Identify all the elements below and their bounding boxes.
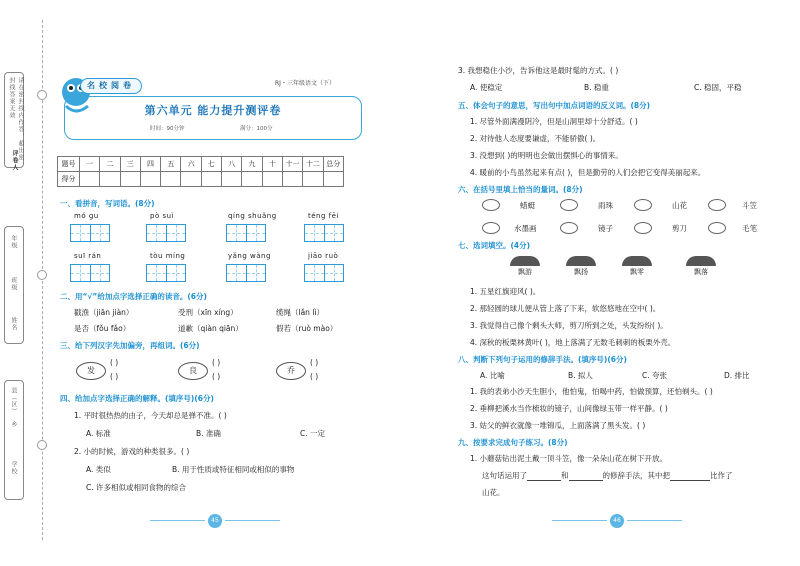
section-6-title: 六、在括号里填上恰当的量词。(8分) bbox=[458, 185, 583, 194]
table-cell: 得分 bbox=[58, 172, 80, 187]
word-choice: 飘游 bbox=[518, 268, 532, 276]
answer-paren[interactable]: ( ) bbox=[110, 358, 119, 367]
writing-grid[interactable] bbox=[304, 224, 344, 242]
score-cell[interactable] bbox=[120, 172, 140, 187]
reading-item[interactable]: 是否（fǒu fǎo） bbox=[74, 324, 131, 333]
time-info: 时间：90分钟 bbox=[150, 126, 185, 132]
word-umbrella bbox=[566, 256, 596, 278]
binding-strip bbox=[0, 0, 56, 566]
question: 3. 没想到( )的明明也会做出摆惧心的事情来。 bbox=[470, 151, 623, 160]
table-cell: 六 bbox=[181, 157, 201, 172]
footer-decoration bbox=[627, 520, 682, 522]
char-cloud: 乔 bbox=[276, 362, 306, 380]
word-umbrella bbox=[686, 256, 716, 278]
option[interactable]: C. 一定 bbox=[300, 429, 326, 438]
table-cell: 题号 bbox=[58, 157, 80, 172]
county-label: 县（区） bbox=[10, 387, 17, 415]
footer-decoration bbox=[552, 520, 607, 522]
measure-noun: 斗笠 bbox=[742, 201, 757, 210]
brand-badge: 名校阅卷 bbox=[80, 78, 142, 94]
section-3-title: 三、给下列汉字先加偏旁，再组词。(6分) bbox=[60, 341, 200, 350]
option[interactable]: A. 比喻 bbox=[480, 371, 505, 380]
sentence-part: 山花。 bbox=[482, 488, 505, 497]
fill-sentence bbox=[482, 470, 733, 481]
measure-oval[interactable] bbox=[482, 222, 500, 234]
pinyin: téng fēi bbox=[308, 212, 339, 220]
table-cell: 十 bbox=[262, 157, 282, 172]
section-7-title: 七、选词填空。(4分) bbox=[458, 241, 531, 250]
school-info-box bbox=[4, 380, 24, 500]
grade-label: 年级 bbox=[10, 235, 17, 249]
word-choice: 飘零 bbox=[630, 268, 644, 276]
question: 3. 我觉得自己像个剩头大师，剪刀所到之处，头发纷纷( )。 bbox=[470, 321, 668, 330]
score-cell[interactable] bbox=[161, 172, 181, 187]
option[interactable]: C. 许多相似或相同食物的综合 bbox=[86, 483, 187, 492]
writing-grid[interactable] bbox=[304, 264, 344, 282]
measure-noun: 蜡蜓 bbox=[520, 201, 535, 210]
pinyin: yǎng wàng bbox=[228, 252, 271, 260]
binding-hole bbox=[37, 440, 47, 450]
answer-paren[interactable]: ( ) bbox=[212, 372, 221, 381]
question: 1. 尽管外面满漫阴冷，但是山洞里却十分舒适。( ) bbox=[470, 117, 638, 126]
binding-hole bbox=[37, 90, 47, 100]
score-cell[interactable] bbox=[262, 172, 282, 187]
option[interactable]: A. 标准 bbox=[86, 429, 111, 438]
question: 2. 小的时候，游戏的种类很多。( ) bbox=[74, 447, 190, 456]
sentence-part: 这句话运用了 bbox=[482, 471, 527, 480]
question: 1. 平时很热热的由子，今天却总是弹不准。( ) bbox=[74, 411, 227, 420]
grade-tag: RJ・三年级语文（下） bbox=[275, 80, 335, 87]
table-cell: 一 bbox=[80, 157, 100, 172]
measure-oval[interactable] bbox=[708, 199, 726, 211]
score-table bbox=[57, 156, 344, 187]
question: 4. 暖前的小鸟虽然起来有点( )，但是勤劳的人们会把它变得美丽起来。 bbox=[470, 168, 706, 177]
option[interactable]: C. 夸张 bbox=[642, 371, 668, 380]
option[interactable]: B. 用于性质或特征相同或相似的事物 bbox=[172, 465, 295, 474]
question: 4. 深秋的板栗林黄叶( )，地上落满了无数毛刺刺的板栗外壳。 bbox=[470, 338, 676, 347]
option[interactable]: A. 使稳定 bbox=[470, 83, 503, 92]
score-cell[interactable] bbox=[201, 172, 221, 187]
student-info-box bbox=[4, 226, 24, 344]
pinyin: suī rán bbox=[74, 252, 102, 260]
measure-oval[interactable] bbox=[482, 199, 500, 211]
notice-text: 请在密封线内作答，超出密封线答案无效 bbox=[8, 77, 24, 161]
question: 1. 我的表弟小沙天生胆小，他怕鬼，怕喝中药，怕做预算，还怕剃头。( ) bbox=[470, 387, 713, 396]
answer-paren[interactable]: ( ) bbox=[310, 358, 319, 367]
answer-paren[interactable]: ( ) bbox=[212, 358, 221, 367]
reading-item[interactable]: 道歉（qiàn qiān） bbox=[178, 324, 243, 333]
table-cell: 五 bbox=[161, 157, 181, 172]
binding-hole bbox=[37, 270, 47, 280]
score-cell[interactable] bbox=[222, 172, 242, 187]
section-2-title: 二、用“√”给加点字选择正确的读音。(6分) bbox=[60, 292, 207, 301]
word-umbrella bbox=[510, 256, 540, 278]
question: 2. 对待他人态度要谦虚，不能骄傲( )。 bbox=[470, 134, 601, 143]
school-label: 学校 bbox=[10, 461, 17, 475]
table-cell: 三 bbox=[120, 157, 140, 172]
writing-grid[interactable] bbox=[146, 224, 186, 242]
question: 2. 垂柳把溪水当作梳妆的镜子，山间像绿玉带一样平静。( ) bbox=[470, 404, 668, 413]
measure-oval[interactable] bbox=[560, 222, 578, 234]
answer-paren[interactable]: ( ) bbox=[310, 372, 319, 381]
question: 1. 小蘑菇钻出泥土戴一顶斗笠，像一朵朵山花在树下开放。 bbox=[470, 454, 668, 463]
option[interactable]: B. 准确 bbox=[196, 429, 221, 438]
section-9-title: 九、按要求完成句子练习。(8分) bbox=[458, 438, 568, 447]
score-cell[interactable] bbox=[140, 172, 160, 187]
score-cell[interactable] bbox=[181, 172, 201, 187]
answer-blank[interactable] bbox=[569, 473, 603, 481]
page-number-left: 45 bbox=[208, 514, 222, 528]
question: 1. 五星红旗迎风( )。 bbox=[470, 287, 541, 296]
footer-decoration bbox=[150, 520, 205, 522]
page-number-right: 46 bbox=[610, 514, 624, 528]
table-cell: 七 bbox=[201, 157, 221, 172]
measure-noun: 雨珠 bbox=[598, 201, 613, 210]
reading-item[interactable]: 受刑（xīn xíng） bbox=[178, 308, 238, 317]
option[interactable]: C. 稳固，平稳 bbox=[694, 83, 742, 92]
answer-blank[interactable] bbox=[670, 473, 710, 481]
measure-noun: 山花 bbox=[672, 201, 687, 210]
pinyin: pò suì bbox=[150, 212, 174, 220]
writing-grid[interactable] bbox=[226, 224, 266, 242]
measure-oval[interactable] bbox=[634, 199, 652, 211]
table-cell: 八 bbox=[222, 157, 242, 172]
writing-grid[interactable] bbox=[70, 224, 110, 242]
question: 2. 那轻圆的球儿便从管上落了下来，软悠悠地在空中( )。 bbox=[470, 304, 661, 313]
measure-oval[interactable] bbox=[708, 222, 726, 234]
table-cell: 十一 bbox=[282, 157, 302, 172]
word-choice: 飘落 bbox=[694, 268, 708, 276]
option[interactable]: B. 拟人 bbox=[568, 371, 593, 380]
footer-decoration bbox=[225, 520, 280, 522]
sentence-part: 的修辞手法，其中把 bbox=[602, 471, 670, 480]
class-label: 班级 bbox=[10, 277, 17, 291]
word-umbrella bbox=[622, 256, 652, 278]
sentence-part: 和 bbox=[561, 471, 569, 480]
score-cell[interactable] bbox=[323, 172, 343, 187]
score-label: 评卷人 bbox=[11, 150, 18, 171]
measure-noun: 毛笔 bbox=[742, 224, 757, 233]
writing-grid[interactable] bbox=[70, 264, 110, 282]
table-row bbox=[58, 172, 344, 187]
pinyin: tòu míng bbox=[150, 252, 186, 260]
answer-paren[interactable]: ( ) bbox=[110, 372, 119, 381]
name-label: 姓名 bbox=[10, 317, 17, 331]
writing-grid[interactable] bbox=[146, 264, 186, 282]
table-cell: 总分 bbox=[323, 157, 343, 172]
score-cell[interactable] bbox=[303, 172, 323, 187]
writing-grid[interactable] bbox=[226, 264, 266, 282]
question: 3. 我想稳住小沙，告诉他这是最时髦的方式。( ) bbox=[458, 66, 619, 75]
full-score-info: 满分：100分 bbox=[240, 126, 273, 132]
measure-oval[interactable] bbox=[560, 199, 578, 211]
measure-noun: 水墨画 bbox=[514, 224, 537, 233]
section-8-title: 八、判断下列句子运用的修辞手法。(填序号)(6分) bbox=[458, 355, 627, 364]
measure-noun: 镜子 bbox=[598, 224, 613, 233]
reading-item[interactable]: 假若（ruò mào） bbox=[276, 324, 338, 333]
measure-noun: 剪刀 bbox=[672, 224, 687, 233]
table-cell: 十二 bbox=[303, 157, 323, 172]
section-5-title: 五、体会句子的意思，写出句中加点词语的反义词。(8分) bbox=[458, 101, 651, 110]
option[interactable]: A. 类似 bbox=[86, 465, 111, 474]
word-choice: 飘扬 bbox=[574, 268, 588, 276]
table-cell: 九 bbox=[242, 157, 262, 172]
table-cell: 二 bbox=[100, 157, 120, 172]
question: 3. 姑父的鲜衣就像一堆锦瓜，上面落满了黑头发。( ) bbox=[470, 421, 646, 430]
reading-item[interactable]: 缆绳（lǎn lì） bbox=[276, 308, 324, 317]
table-row bbox=[58, 157, 344, 172]
pinyin: qíng shuǎng bbox=[228, 212, 277, 220]
score-cell[interactable] bbox=[100, 172, 120, 187]
answer-blank[interactable] bbox=[527, 473, 561, 481]
score-cell[interactable] bbox=[80, 172, 100, 187]
measure-oval[interactable] bbox=[634, 222, 652, 234]
page-title: 第六单元 能力提升测评卷 bbox=[144, 104, 282, 117]
pinyin: mó gu bbox=[74, 212, 99, 220]
reading-item[interactable]: 戳渔（jiān jiàn） bbox=[74, 308, 134, 317]
sentence-part: 比作了 bbox=[710, 471, 733, 480]
score-cell[interactable] bbox=[282, 172, 302, 187]
option[interactable]: D. 排比 bbox=[724, 371, 750, 380]
char-cloud: 良 bbox=[178, 362, 208, 380]
town-label: 乡 bbox=[10, 421, 17, 428]
section-4-title: 四、给加点字选择正确的解释。(填序号)(6分) bbox=[60, 394, 214, 403]
option[interactable]: B. 稳重 bbox=[584, 83, 609, 92]
char-cloud: 发 bbox=[76, 362, 106, 380]
section-1-title: 一、看拼音，写词语。(8分) bbox=[60, 199, 155, 208]
pinyin: jiāo ruò bbox=[308, 252, 339, 260]
table-cell: 四 bbox=[140, 157, 160, 172]
score-cell[interactable] bbox=[242, 172, 262, 187]
